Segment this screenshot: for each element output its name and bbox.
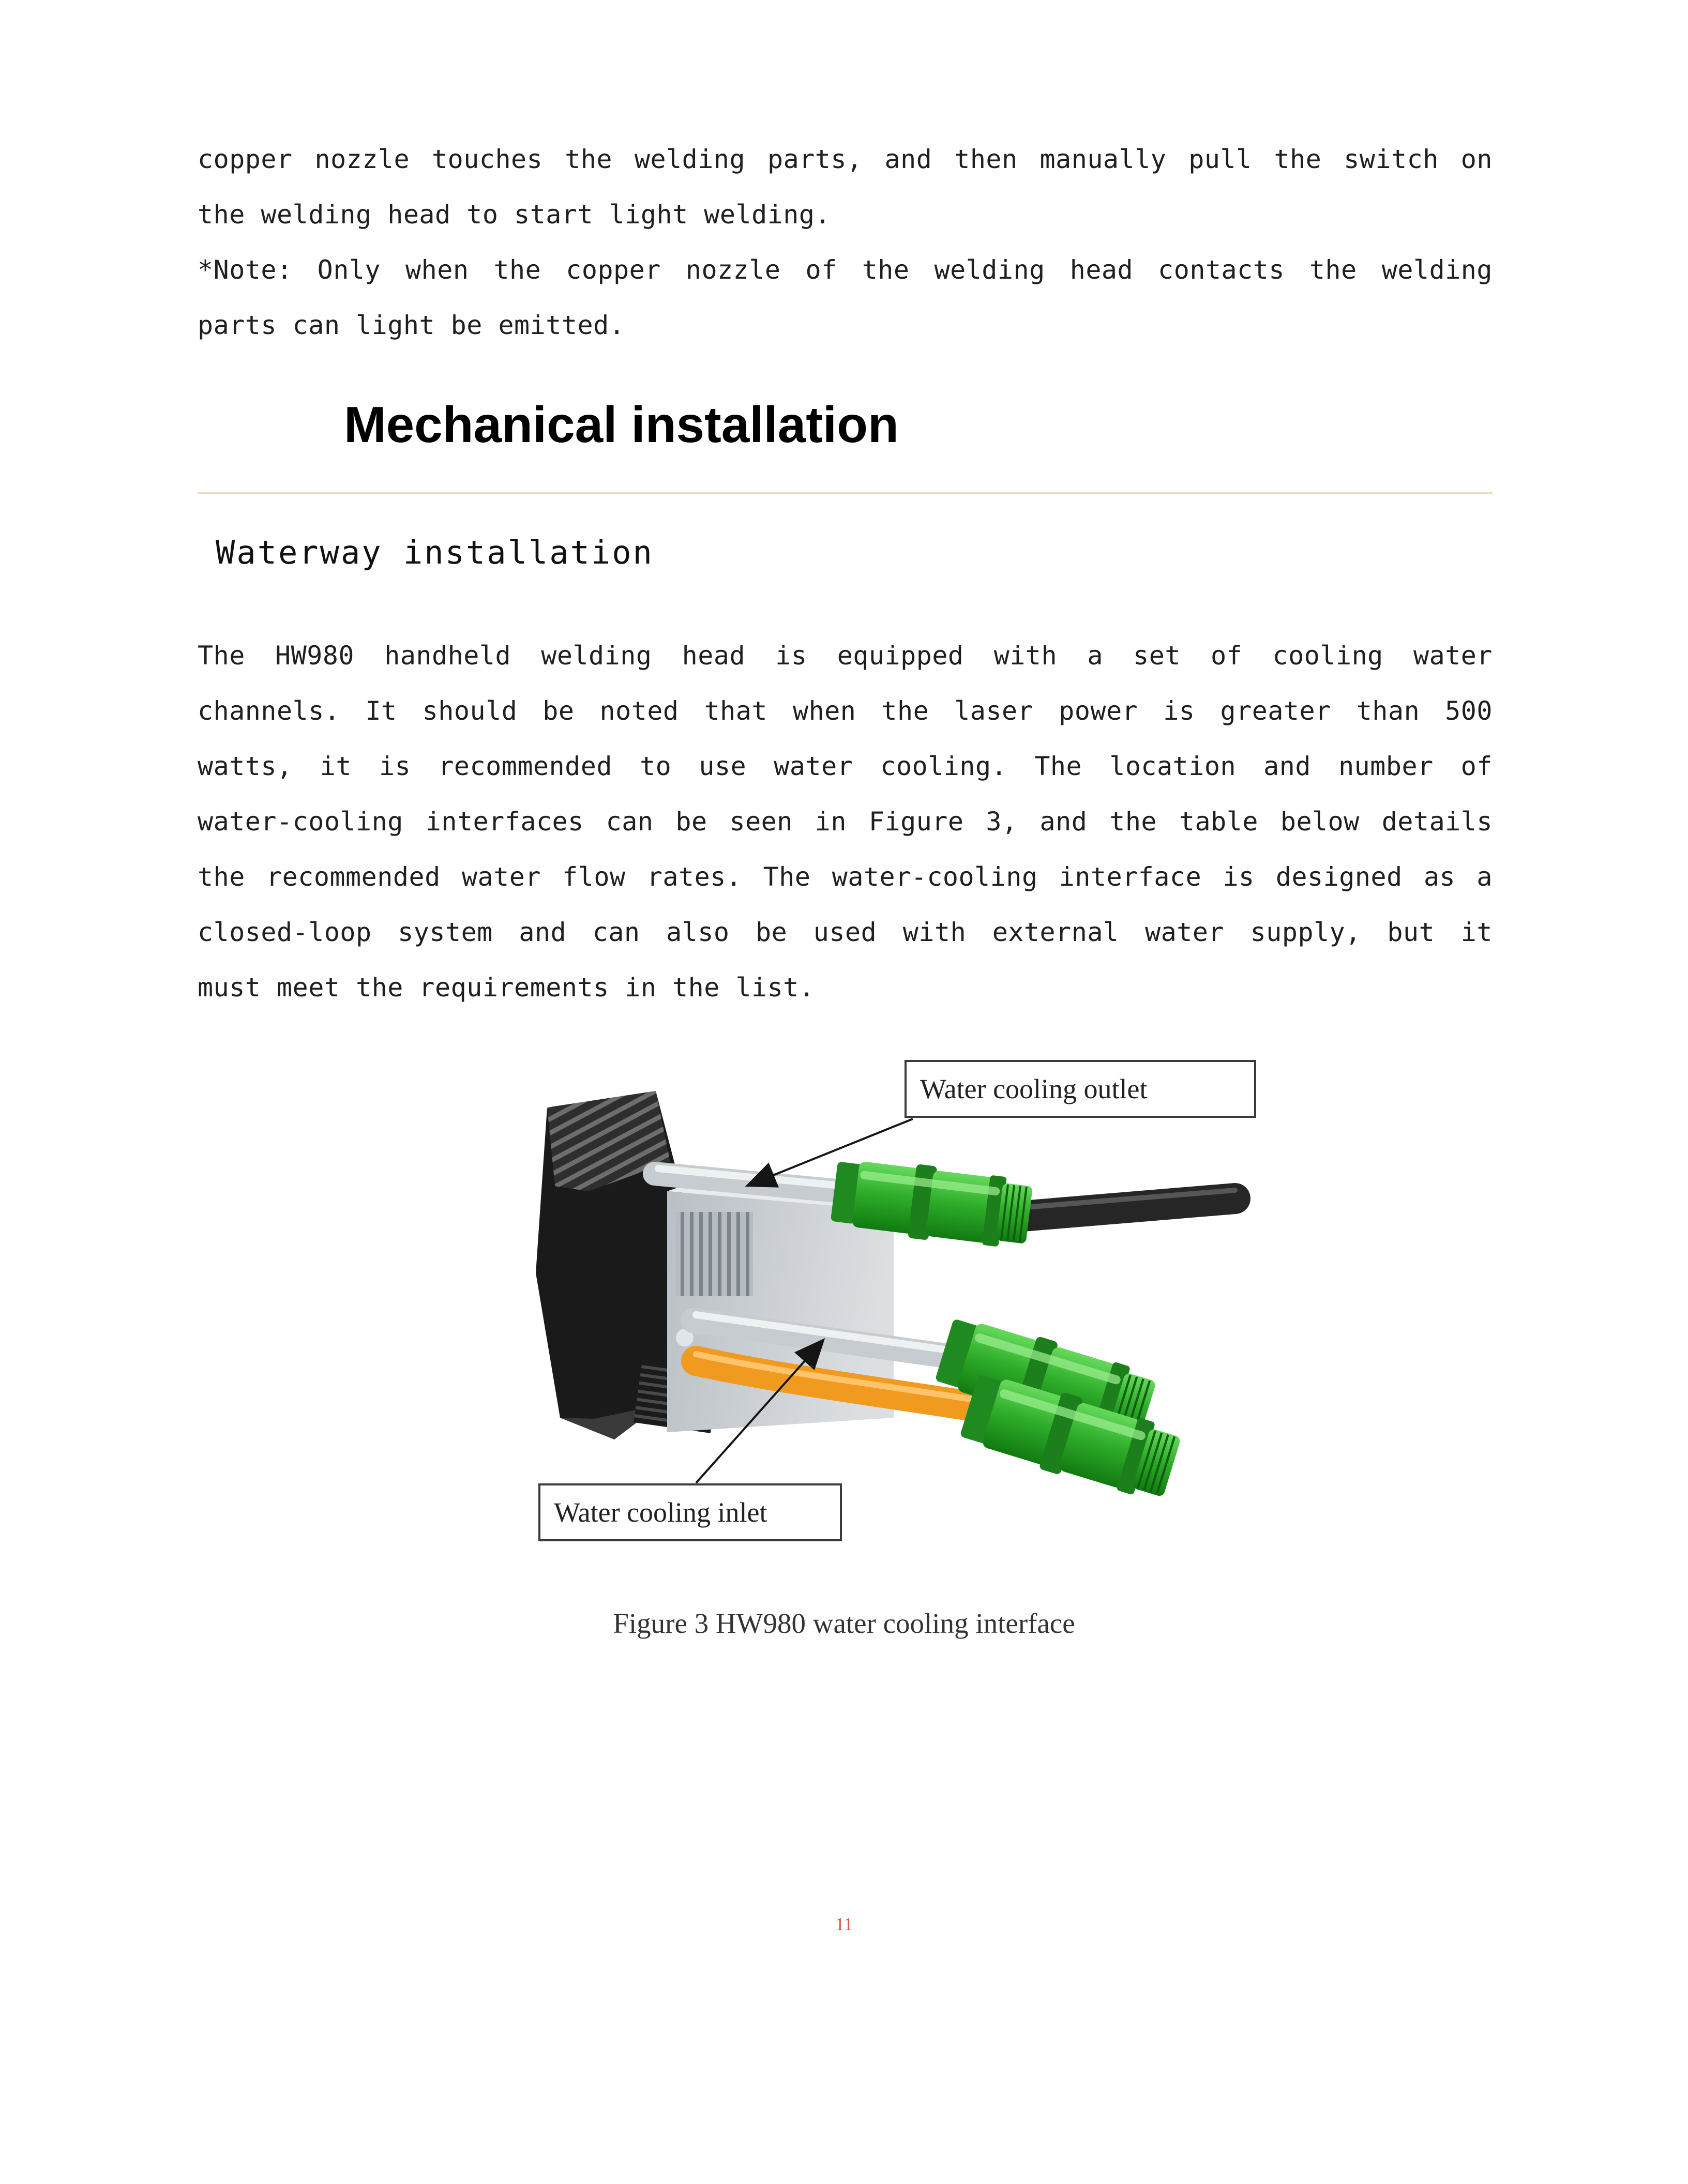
page-number: 11 xyxy=(835,1914,853,1934)
body-text-line: *Note: Only when the copper nozzle of the welding head contacts the welding xyxy=(198,255,1493,285)
callout-inlet-label: Water cooling inlet xyxy=(554,1497,767,1528)
body-text-line: the recommended water flow rates. The water-cooling interface is designed as a xyxy=(198,862,1493,892)
body-text-line: parts can light be emitted. xyxy=(198,310,625,340)
section-title: Mechanical installation xyxy=(344,396,899,453)
welding-head-illustration xyxy=(532,1056,1263,1553)
callout-water-cooling-outlet xyxy=(905,1060,1256,1118)
subsection-title: Waterway installation xyxy=(216,534,654,571)
callout-water-cooling-inlet xyxy=(538,1483,842,1541)
waterway-paragraph xyxy=(198,628,1493,1015)
body-text-line: copper nozzle touches the welding parts, and then manually pull the switch on xyxy=(198,144,1493,174)
body-text-line: the welding head to start light welding. xyxy=(198,200,831,230)
body-text-line: channels. It should be noted that when the laser power is greater than 500 xyxy=(198,696,1493,726)
body-text-line: closed-loop system and can also be used with external water supply, but it xyxy=(198,917,1493,947)
section-divider xyxy=(198,492,1493,494)
body-text-line: watts, it is recommended to use water cooling. The location and number of xyxy=(198,751,1493,781)
body-text-line: must meet the requirements in the list. xyxy=(198,973,815,1003)
figure-caption: Figure 3 HW980 water cooling interface xyxy=(613,1607,1075,1639)
body-text-line: The HW980 handheld welding head is equipped with a set of cooling water xyxy=(198,641,1493,671)
body-text-line: water-cooling interfaces can be seen in Figure 3, and the table below details xyxy=(198,807,1493,837)
heat-sink-fins xyxy=(675,1212,753,1296)
figure-water-cooling-interface xyxy=(532,1056,1263,1553)
intro-paragraphs xyxy=(198,132,1493,353)
callout-outlet-label: Water cooling outlet xyxy=(920,1073,1148,1104)
